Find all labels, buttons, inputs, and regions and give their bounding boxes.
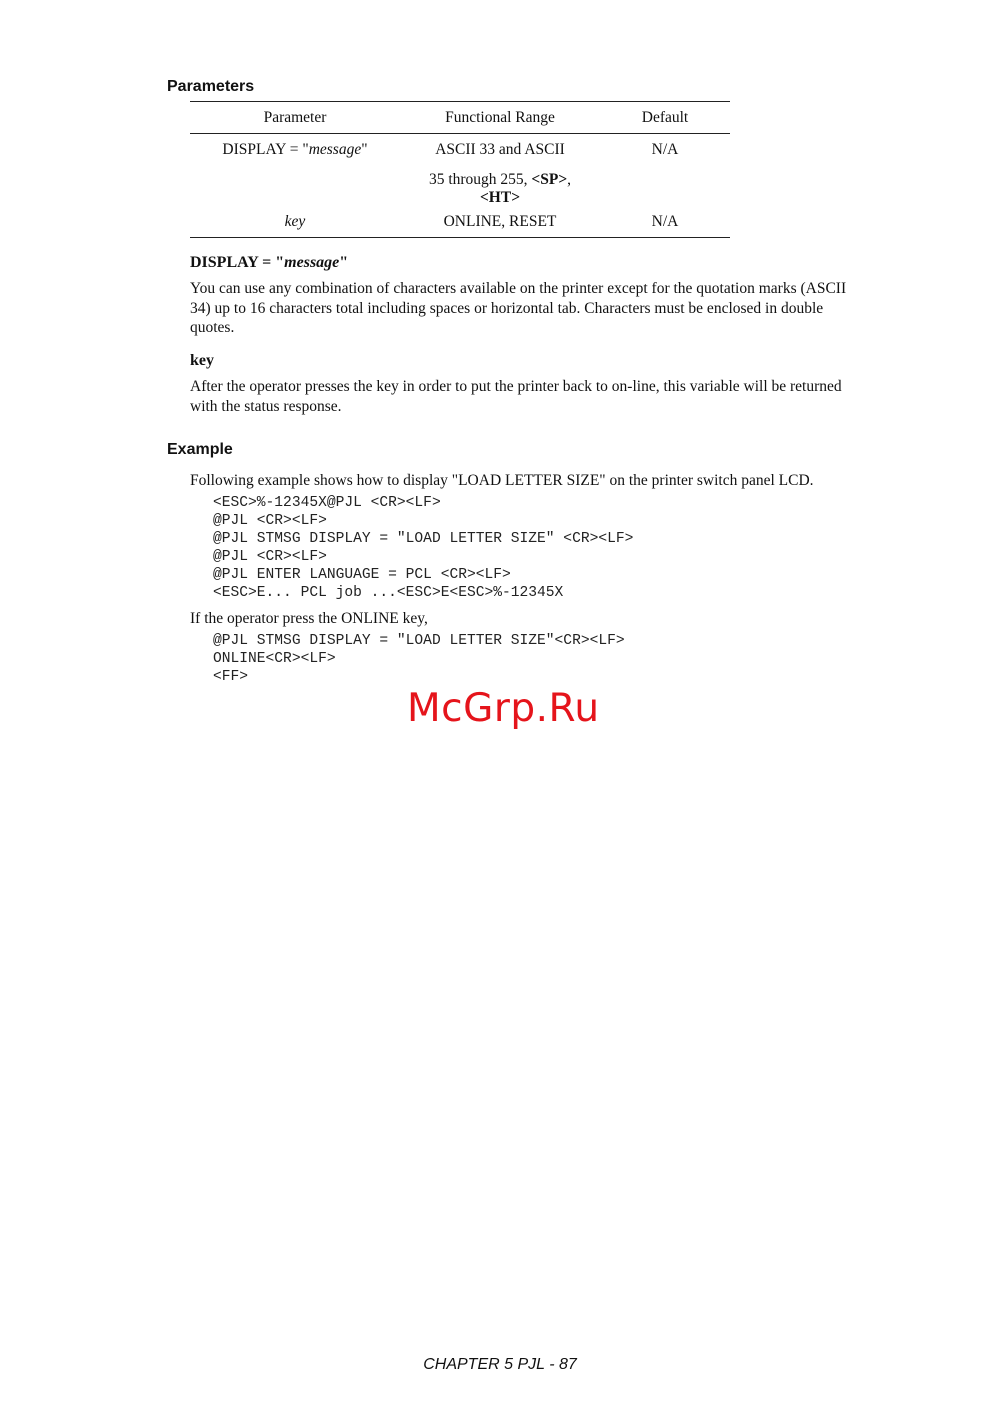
code-line: @PJL <CR><LF> [213, 513, 327, 529]
code-block [213, 494, 633, 602]
display-subheading [190, 254, 348, 272]
cell-key-range: ONLINE, RESET [443, 213, 557, 230]
cell-display-range [400, 141, 600, 207]
cell-text-bold: <HT> [479, 189, 521, 206]
subheading-text: DISPLAY = " [190, 254, 285, 271]
watermark-logo: McGrp.Ru [407, 686, 600, 731]
text-line: quotes. [190, 319, 235, 336]
code-line: @PJL STMSG DISPLAY = "LOAD LETTER SIZE" <CR><LF> [213, 531, 634, 547]
cell-display-default: N/A [651, 141, 679, 158]
text-line: with the status response. [190, 397, 342, 415]
table-row [190, 134, 730, 207]
header-default: Default [641, 108, 689, 126]
cell-text-bold: <SP> [531, 171, 568, 188]
example-intro: Following example shows how to display "LOAD LETTER SIZE" on the printer switch panel LCD. [190, 472, 814, 489]
cell-text: , [567, 171, 572, 188]
cell-text: " [361, 141, 368, 158]
code-line: <FF> [213, 669, 249, 685]
cell-text-italic: message [308, 141, 362, 158]
cell-key-param [190, 213, 400, 237]
key-subheading: key [190, 352, 214, 369]
subheading-text: " [339, 254, 349, 271]
code-line: @PJL STMSG DISPLAY = "LOAD LETTER SIZE"<CR><LF> [213, 633, 625, 649]
range-line-2 [400, 171, 600, 189]
code-line: <ESC>%-12345X@PJL <CR><LF> [213, 495, 441, 511]
range-line-3 [400, 189, 600, 207]
online-intro: If the operator press the ONLINE key, [190, 610, 428, 627]
header-functional-range: Functional Range [445, 108, 555, 126]
text-line: After the operator presses the key in order to put the printer back to on-line, this variable will be returned [190, 378, 842, 395]
text-line: You can use any combination of characters available on the printer except for the quotation marks (ASCII [190, 280, 847, 297]
table-row [190, 207, 730, 237]
key-description [190, 377, 910, 416]
cell-text: 35 through 255, [428, 171, 532, 188]
table-bottom-rule [190, 237, 730, 238]
page-footer: CHAPTER 5 PJL - 87 [423, 1356, 577, 1373]
cell-display-param [190, 141, 400, 207]
code-line: <ESC>E... PCL job ...<ESC>E<ESC>%-12345X [213, 585, 564, 601]
cell-text: DISPLAY = " [222, 141, 309, 158]
text-line: 34) up to 16 characters total including spaces or horizontal tab. Characters must be enclosed in double [190, 299, 824, 317]
parameters-table [190, 101, 730, 238]
subheading-italic: message [284, 254, 340, 271]
table-header-row [190, 102, 730, 133]
code-line: ONLINE<CR><LF> [213, 651, 336, 667]
cell-text-italic: key [284, 213, 306, 230]
range-line-1: ASCII 33 and ASCII [435, 141, 565, 158]
code-line: @PJL ENTER LANGUAGE = PCL <CR><LF> [213, 567, 511, 583]
code-block [213, 632, 625, 686]
code-line: @PJL <CR><LF> [213, 549, 327, 565]
display-description [190, 279, 910, 338]
example-heading: Example [167, 441, 233, 458]
cell-key-default: N/A [651, 213, 679, 230]
header-parameter: Parameter [263, 108, 327, 126]
parameters-heading: Parameters [167, 78, 255, 95]
